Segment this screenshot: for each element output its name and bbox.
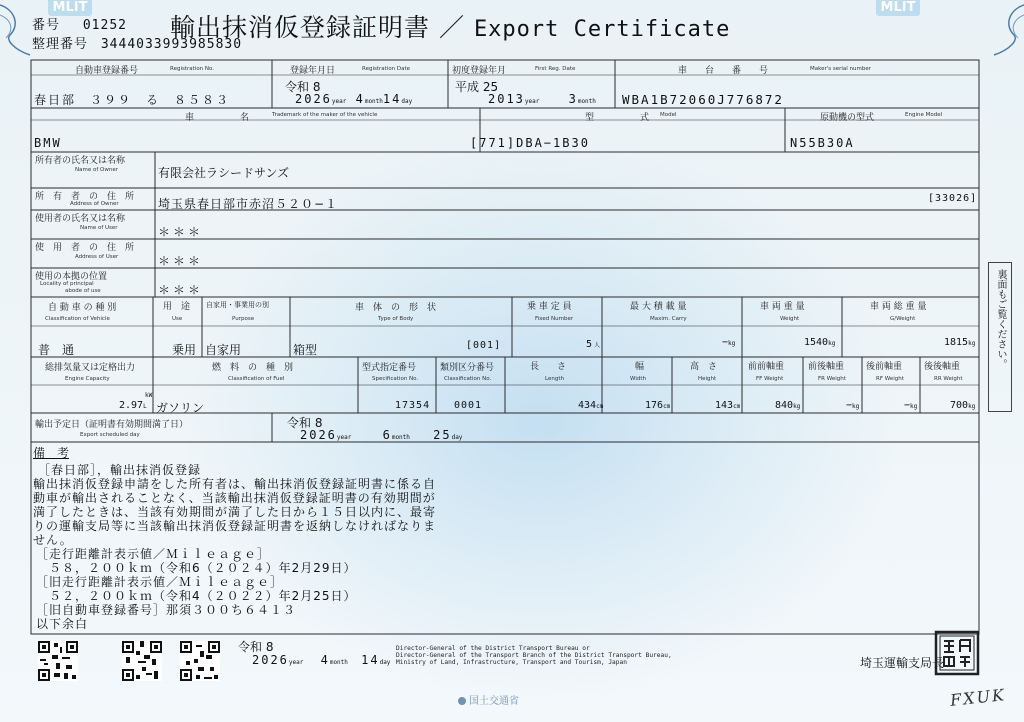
ff-weight-number: 840 xyxy=(775,400,794,411)
first-reg-era: 平成 25 xyxy=(455,80,499,94)
fr-weight-label: 前後軸重 xyxy=(808,362,845,372)
max-carry-sub: Maxim. Carry xyxy=(650,316,687,322)
weight-sub: Weight xyxy=(780,316,800,322)
body-label: 車 体 の 形 状 xyxy=(355,303,437,313)
engine-cap-sub: Engine Capacity xyxy=(65,376,110,382)
max-carry-label: 最 大 積 載 量 xyxy=(630,302,687,312)
export-month: 6 xyxy=(382,428,392,442)
engine-cap-label: 総排気量又は定格出力 xyxy=(45,363,136,373)
ministry-name: 国土交通省 xyxy=(469,696,519,707)
body-value: 箱型 xyxy=(293,343,318,357)
fr-weight-number: − xyxy=(846,400,853,411)
first-reg-label: 初度登録年月 xyxy=(452,66,507,76)
user-name-label: 使用者の氏名又は名称 xyxy=(35,214,126,224)
reg-date-day-unit: day xyxy=(401,98,413,105)
engine-cap-value xyxy=(119,400,147,411)
owner-address-code: [33026] xyxy=(928,193,978,204)
footer-day: 14 xyxy=(361,653,380,667)
purpose-label: 自家用・事業用の別 xyxy=(206,301,269,309)
remark-line: ［旧走行距離計表示値／Ｍｉｌｅａｇｅ］ xyxy=(36,575,284,589)
maker-value: BMW xyxy=(34,136,62,150)
height-label: 高 さ xyxy=(690,362,718,372)
footer-year-unit: year xyxy=(288,659,304,666)
capacity-number: 5 xyxy=(586,339,595,350)
owner-address-sub: Address of Owner xyxy=(70,201,119,207)
purpose-sub: Purpose xyxy=(232,316,255,322)
qr-code-2 xyxy=(122,641,162,681)
footer-month: 4 xyxy=(320,653,330,667)
footer-date xyxy=(252,653,390,667)
reg-date-label: 登録年月日 xyxy=(290,66,336,76)
rf-weight-label: 後前軸重 xyxy=(866,362,903,372)
gross-weight-number: 1815 xyxy=(944,337,969,348)
fuel-sub: Classification of Fuel xyxy=(228,376,285,382)
remark-line: ５２，２００ｋｍ（令和4（２０２２）年2月25日） xyxy=(36,589,357,603)
locality-value: ＊＊＊ xyxy=(158,283,204,297)
remark-line: ［走行距離計表示値／Ｍｉｌｅａｇｅ］ xyxy=(36,547,271,561)
fr-weight-unit: kg xyxy=(852,403,860,410)
owner-address-value: 埼玉県春日部市赤沼５２０−１ xyxy=(158,197,339,211)
locality-label: 使用の本拠の位置 xyxy=(35,272,108,282)
remarks-label: 備 考 xyxy=(33,446,70,460)
director-line: Director-General of the District Transport Bureau or xyxy=(396,645,590,652)
remark-line: 動車が輸出されることなく、当該輸出抹消仮登録証明書の有効期間が xyxy=(33,491,436,505)
purpose-value: 自家用 xyxy=(205,343,242,357)
engine-model-label: 原動機の型式 xyxy=(820,113,875,123)
gross-weight-unit: kg xyxy=(968,340,976,347)
first-reg-sub: First Reg. Date xyxy=(535,66,576,72)
height-unit: cm xyxy=(733,403,741,410)
export-label: 輸出予定日（証明書有効期間満了日） xyxy=(35,420,189,430)
director-line: Director-General of the Transport Branch of the District Transport Bureau, xyxy=(396,652,672,659)
first-reg-year-unit: year xyxy=(524,98,540,105)
export-value xyxy=(300,428,462,442)
owner-name-sub: Name of Owner xyxy=(75,167,118,173)
remark-line: 満了したときは、当該有効期間が満了した日から１５日以内に、最寄 xyxy=(33,505,437,519)
user-address-label: 使 用 者 の 住 所 xyxy=(35,243,135,253)
side-note-text: 裏面もご覧ください。 xyxy=(995,269,1006,369)
remark-line: りの運輸支局等に当該輸出抹消仮登録証明書を返納しなければなりま xyxy=(33,519,437,533)
footer-era: 令和 8 xyxy=(238,640,274,654)
height-sub: Height xyxy=(698,376,717,382)
handwritten-note: FXUK xyxy=(949,685,1007,710)
engine-cap-number: 2.97 xyxy=(119,400,144,411)
number-label: 番号 xyxy=(32,18,61,33)
length-sub: Length xyxy=(545,376,564,382)
max-carry-number: − xyxy=(722,337,729,348)
reg-date-month: 4 xyxy=(355,92,365,106)
model-label: 型 式 xyxy=(585,113,652,123)
width-number: 176 xyxy=(645,400,664,411)
class-no-value: 0001 xyxy=(454,400,483,411)
length-label: 長 さ xyxy=(530,362,567,372)
capacity-sub: Fixed Number xyxy=(535,316,574,322)
user-name-value: ＊＊＊ xyxy=(158,225,204,239)
class-no-sub: Classification No. xyxy=(444,376,492,382)
class-sub: Classification of Vehicle xyxy=(45,316,110,322)
serial-sub: Maker's serial number xyxy=(810,66,872,72)
official-seal-icon xyxy=(934,630,980,676)
first-reg-month-unit: month xyxy=(577,98,596,105)
fuel-label: 燃 料 の 種 別 xyxy=(212,363,294,373)
engine-model-value: N55B30A xyxy=(790,136,855,150)
user-address-value: ＊＊＊ xyxy=(158,254,204,268)
user-name-sub: Name of User xyxy=(80,225,118,231)
mlit-logo-left: MLIT xyxy=(48,0,92,16)
reg-date-year: 2026 xyxy=(295,92,332,106)
weight-label: 車 両 重 量 xyxy=(760,302,805,312)
spec-no-value: 17354 xyxy=(395,400,431,411)
use-label: 用 途 xyxy=(163,302,191,312)
capacity-unit: 人 xyxy=(594,342,601,349)
rf-weight-value xyxy=(904,400,917,411)
remark-line: ［旧自動車登録番号］那須３００ち６４１３ xyxy=(36,603,297,617)
weight-unit: kg xyxy=(828,340,836,347)
body-code: [001] xyxy=(466,340,502,351)
rr-weight-number: 700 xyxy=(950,400,969,411)
reg-no-value: 春日部 ３９９ る ８５８３ xyxy=(34,93,231,107)
remark-line: ５８，２００ｋｍ（令和6（２０２４）年2月29日） xyxy=(36,561,357,575)
first-reg-value xyxy=(488,92,596,106)
rf-weight-number: − xyxy=(904,400,911,411)
class-label: 自 動 車 の 種 別 xyxy=(48,303,117,313)
max-carry-value xyxy=(722,337,735,348)
reg-no-label: 自動車登録番号 xyxy=(75,66,139,76)
model-code: [771] xyxy=(470,136,517,150)
engine-model-sub: Engine Model xyxy=(905,112,943,118)
rr-weight-label: 後後軸重 xyxy=(924,362,961,372)
owner-name-label: 所有者の氏名又は名称 xyxy=(35,156,126,166)
reg-date-month-unit: month xyxy=(364,98,383,105)
fuel-value: ガソリン xyxy=(156,401,205,415)
footer-day-unit: day xyxy=(379,659,391,666)
fr-weight-sub: FR Weight xyxy=(818,376,846,382)
spec-no-sub: Specification No. xyxy=(372,376,419,382)
model-value xyxy=(470,136,590,150)
ff-weight-sub: FF Weight xyxy=(756,376,784,382)
reg-date-year-unit: year xyxy=(331,98,347,105)
length-value xyxy=(578,400,603,411)
gross-weight-value xyxy=(944,337,975,348)
title-jp: 輸出抹消仮登録証明書 xyxy=(170,13,431,42)
qr-code-3 xyxy=(180,641,220,681)
spec-no-label: 型式指定番号 xyxy=(362,363,417,373)
engine-cap-unit-kw: kW xyxy=(145,392,153,399)
title-sep: ／ xyxy=(438,13,465,42)
locality-sub-2: abode of use xyxy=(65,288,101,294)
body-sub: Type of Body xyxy=(378,316,414,322)
width-value xyxy=(645,400,670,411)
width-label: 幅 xyxy=(635,362,645,372)
reg-no-sub: Registration No. xyxy=(170,66,215,72)
class-no-label: 類別区分番号 xyxy=(440,363,495,373)
remark-line: せん。 xyxy=(33,533,73,547)
class-value: 普 通 xyxy=(38,343,75,357)
export-day-unit: day xyxy=(451,434,463,441)
rr-weight-value xyxy=(950,400,975,411)
number-value: 01252 xyxy=(82,18,127,33)
ref-label: 整理番号 xyxy=(32,37,89,52)
maker-label: 車 名 xyxy=(185,113,252,123)
gross-weight-sub: G/Weight xyxy=(890,316,916,322)
export-year: 2026 xyxy=(300,428,337,442)
export-year-unit: year xyxy=(336,434,352,441)
length-number: 434 xyxy=(578,400,597,411)
title-en: Export Certificate xyxy=(473,17,731,42)
maker-sub: Trademark of the maker of the vehicle xyxy=(272,112,378,118)
side-note xyxy=(988,262,1012,412)
issuing-office: 埼玉運輸支局長 xyxy=(860,656,945,670)
first-reg-month: 3 xyxy=(568,92,578,106)
ref-value: 3444033993985830 xyxy=(100,37,243,52)
remark-line: ［春日部］，輸出抹消仮登録 xyxy=(38,463,202,477)
first-reg-year: 2013 xyxy=(488,92,525,106)
director-line: Ministry of Land, Infrastructure, Transport and Tourism, Japan xyxy=(396,659,627,666)
user-address-sub: Address of User xyxy=(75,254,119,260)
export-day: 25 xyxy=(433,428,452,442)
width-sub: Width xyxy=(630,376,646,382)
ministry-mark xyxy=(458,692,519,707)
fr-weight-value xyxy=(846,400,859,411)
model-name: DBA−1B30 xyxy=(516,136,590,150)
rf-weight-sub: RF Weight xyxy=(876,376,904,382)
export-sub: Export scheduled day xyxy=(80,432,140,438)
capacity-value xyxy=(586,339,600,350)
ff-weight-label: 前前軸重 xyxy=(748,362,785,372)
rr-weight-sub: RR Weight xyxy=(934,376,963,382)
owner-name-value: 有限会社ラシードサンズ xyxy=(158,166,290,180)
weight-number: 1540 xyxy=(804,337,829,348)
reg-date-sub: Registration Date xyxy=(362,66,411,72)
qr-code-1 xyxy=(38,641,78,681)
remark-line: 輸出抹消仮登録申請をした所有者は、輸出抹消仮登録証明書に係る自 xyxy=(33,477,437,491)
length-unit: cm xyxy=(596,403,604,410)
owner-address-label: 所 有 者 の 住 所 xyxy=(35,192,135,202)
max-carry-unit: kg xyxy=(728,340,736,347)
remark-line: 以下余白 xyxy=(36,617,89,631)
serial-value: WBA1B72060J776872 xyxy=(622,92,784,107)
height-number: 143 xyxy=(715,400,734,411)
model-sub: Model xyxy=(660,112,677,118)
ministry-logo-icon xyxy=(458,697,466,705)
engine-cap-unit-l: L xyxy=(143,403,147,410)
width-unit: cm xyxy=(663,403,671,410)
export-month-unit: month xyxy=(391,434,410,441)
weight-value xyxy=(804,337,835,348)
mlit-logo-right: MLIT xyxy=(876,0,920,16)
serial-label: 車 台 番 号 xyxy=(678,66,769,76)
footer-year: 2026 xyxy=(252,653,289,667)
ff-weight-value xyxy=(775,400,800,411)
rf-weight-unit: kg xyxy=(910,403,918,410)
use-value: 乗用 xyxy=(172,343,197,357)
ff-weight-unit: kg xyxy=(793,403,801,410)
reg-date-day: 14 xyxy=(382,92,402,106)
reg-date-era: 令和 8 xyxy=(285,80,321,94)
footer-month-unit: month xyxy=(329,659,348,666)
export-era: 令和 8 xyxy=(287,416,323,430)
height-value xyxy=(715,400,740,411)
rr-weight-unit: kg xyxy=(968,403,976,410)
capacity-label: 乗 車 定 員 xyxy=(527,302,572,312)
use-sub: Use xyxy=(172,316,183,322)
gross-weight-label: 車 両 総 重 量 xyxy=(870,302,927,312)
locality-sub-1: Locality of principal xyxy=(40,281,94,287)
reg-date-value xyxy=(295,92,412,106)
